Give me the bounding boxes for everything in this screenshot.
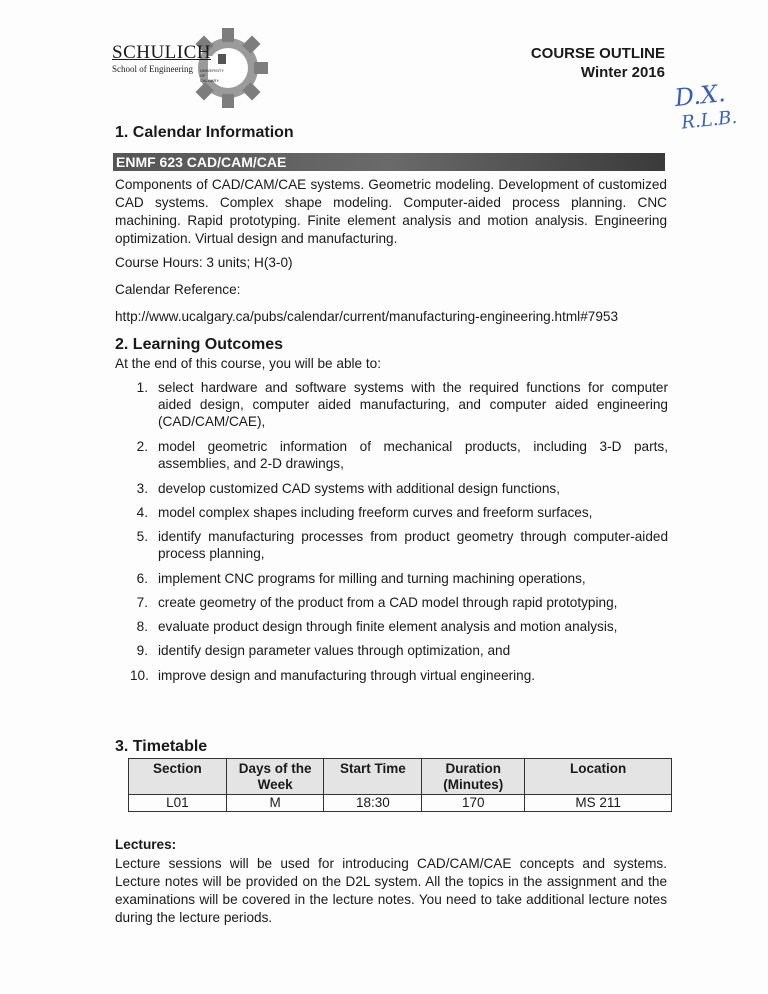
learning-outcome-item: [138, 438, 668, 472]
learning-outcome-item: [138, 570, 668, 587]
learning-outcomes-list: [130, 379, 668, 684]
learning-outcome-item: [138, 528, 668, 562]
learning-outcome-item: [138, 504, 668, 521]
table-cell: 18:30: [324, 795, 422, 812]
item-number: 1.: [136, 380, 148, 395]
table-cell: L01: [129, 795, 227, 812]
item-number: 3.: [136, 481, 148, 496]
item-text: model geometric information of mechanical products, including 3-D parts, assemblies, and 2-D drawings,: [158, 439, 668, 471]
timetable-heading: 3. Timetable: [115, 738, 208, 755]
column-header: Start Time: [324, 759, 422, 795]
column-header: Location: [525, 759, 672, 795]
timetable-header-row: [129, 759, 672, 795]
logo-subtitle: School of Engineering: [112, 64, 193, 74]
lectures-heading: Lectures:: [115, 837, 177, 852]
item-number: 9.: [136, 643, 148, 658]
doc-type: COURSE OUTLINE: [530, 45, 665, 62]
learning-outcomes-heading: 2. Learning Outcomes: [115, 336, 284, 353]
lectures-description: Lecture sessions will be used for introducing CAD/CAM/CAE concepts and systems. Lecture notes will be provided on the D2L system. All the topics in the assignment and the examinations will be covered in the lecture notes. You need to take additional lecture notes during the lecture periods.: [115, 856, 667, 925]
item-number: 7.: [136, 595, 148, 610]
item-number: 10.: [130, 668, 149, 683]
item-text: model complex shapes including freeform curves and freeform surfaces,: [158, 505, 593, 520]
timetable: [128, 758, 672, 812]
handwritten-signature: R.L.B.: [680, 106, 739, 134]
course-description: Components of CAD/CAM/CAE systems. Geometric modeling. Development of customized CAD systems. Complex shape modeling. Computer-aided process planning. CNC machining. Rapid prototyping. Finite element analysis and motion analysis. Engineering optimization. Virtual design and manufacturing.: [115, 177, 667, 246]
learning-outcome-item: [138, 480, 668, 497]
item-text: develop customized CAD systems with additional design functions,: [158, 481, 560, 496]
table-cell: 170: [422, 795, 525, 812]
term: Winter 2016: [580, 64, 665, 81]
column-header: Section: [129, 759, 227, 795]
item-number: 5.: [136, 529, 148, 544]
table-cell: M: [226, 795, 324, 812]
column-header: Days of the Week: [226, 759, 324, 795]
learning-outcome-item: [138, 642, 668, 659]
logo-university: UNIVERSITY OF CALGARY: [200, 68, 224, 83]
item-number: 8.: [136, 619, 148, 634]
learning-outcome-item: [138, 594, 668, 611]
item-number: 4.: [136, 505, 148, 520]
table-row: [129, 795, 672, 812]
learning-outcomes-intro: At the end of this course, you will be able to:: [115, 356, 381, 371]
item-text: improve design and manufacturing through virtual engineering.: [158, 668, 536, 683]
item-text: identify manufacturing processes from product geometry through computer-aided process planning,: [158, 529, 668, 561]
item-text: implement CNC programs for milling and turning machining operations,: [158, 571, 586, 586]
logo-title: SCHULICH: [112, 42, 212, 63]
item-text: create geometry of the product from a CAD model through rapid prototyping,: [158, 595, 618, 610]
calendar-reference-url[interactable]: http://www.ucalgary.ca/pubs/calendar/current/manufacturing-engineering.html#7953: [115, 309, 619, 324]
item-number: 6.: [136, 571, 148, 586]
calendar-reference-label: Calendar Reference:: [115, 282, 241, 297]
item-number: 2.: [136, 439, 148, 454]
document-header: [531, 44, 665, 82]
item-text: identify design parameter values through optimization, and: [158, 643, 511, 658]
handwritten-initials: D.X.: [673, 78, 727, 113]
learning-outcome-item: [138, 379, 668, 430]
item-text: select hardware and software systems with the required functions for computer aided design, computer aided manufacturing, and computer aided engineering (CAD/CAM/CAE),: [158, 380, 668, 429]
calendar-heading: 1. Calendar Information: [115, 124, 294, 141]
table-cell: MS 211: [525, 795, 672, 812]
course-hours: Course Hours: 3 units; H(3-0): [115, 255, 293, 270]
handwritten-annotation: [673, 79, 738, 137]
learning-outcome-item: [130, 667, 668, 684]
item-text: evaluate product design through finite element analysis and motion analysis,: [158, 619, 618, 634]
column-header: Duration (Minutes): [422, 759, 525, 795]
course-title-bar: ENMF 623 CAD/CAM/CAE: [113, 153, 665, 171]
learning-outcome-item: [138, 618, 668, 635]
